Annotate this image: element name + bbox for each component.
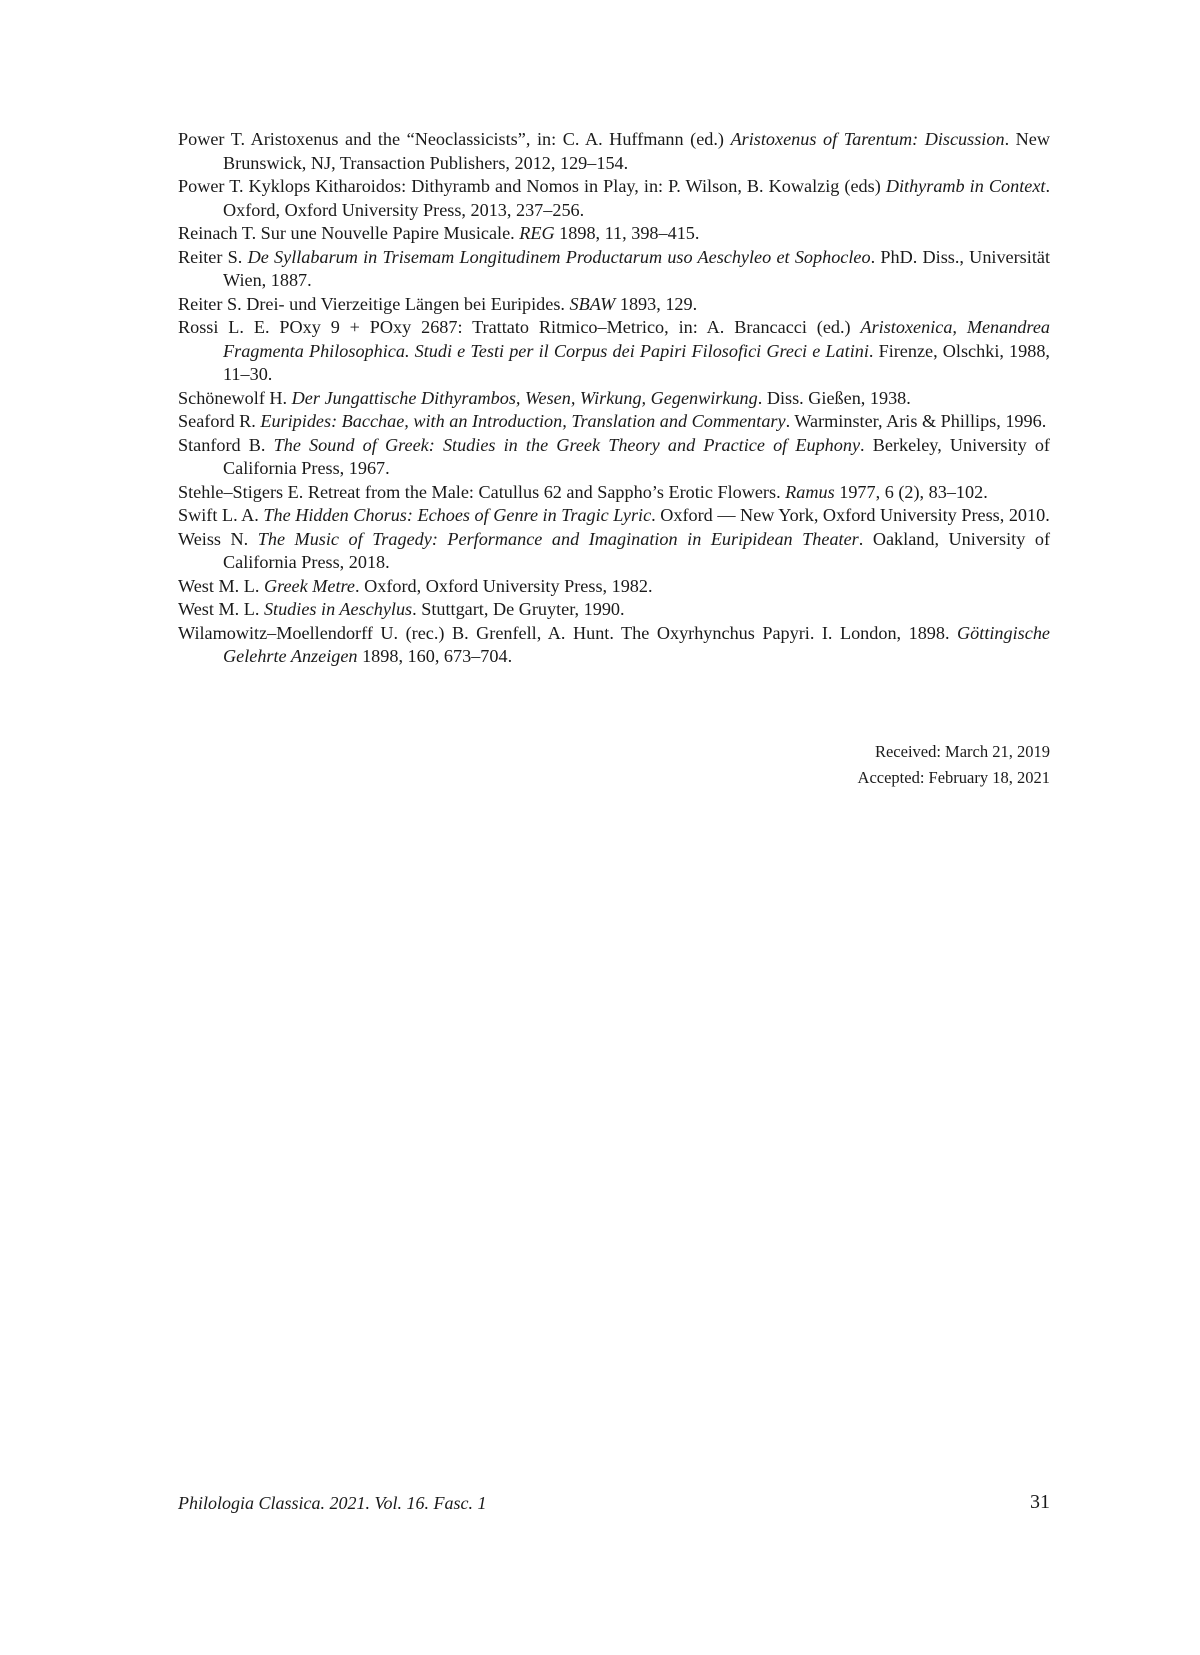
reference-entry <box>178 222 1050 246</box>
reference-text: Reiter S. <box>178 246 248 267</box>
reference-text: . Oxford, Oxford University Press, 1982. <box>355 575 653 596</box>
reference-text: . New Brunswick, NJ, Transaction Publishers, 2012, 129–154. <box>223 129 1051 173</box>
reference-text: . PhD. Diss., Universität Wien, 1887. <box>223 246 1050 290</box>
footer-journal-title: Philologia Classica. 2021. Vol. 16. Fasc. 1 <box>178 1493 487 1513</box>
reference-title: Studies in Aeschylus <box>263 599 413 619</box>
reference-text: Schönewolf H. <box>178 387 292 408</box>
reference-text: Swift L. A. <box>178 505 264 525</box>
reference-title: Dithyramb in Context <box>885 176 1046 196</box>
reference-title: Greek Metre <box>263 575 355 596</box>
reference-text: Wilamowitz–Moellendorff U. (rec.) B. Grenfell, A. Hunt. The Oxyrhynchus Papyri. I. London, 1898. <box>178 622 958 643</box>
reference-title: Der Jungattische Dithyrambos, Wesen, Wirkung, Gegenwirkung <box>291 387 758 408</box>
page-number: 31 <box>1030 1491 1050 1513</box>
received-date: Received: March 21, 2019 <box>874 742 1050 761</box>
reference-entry <box>178 387 1050 411</box>
reference-entry <box>178 316 1050 387</box>
reference-entry <box>178 622 1050 669</box>
reference-text: . Stuttgart, De Gruyter, 1990. <box>412 599 625 619</box>
reference-entry <box>178 481 1050 505</box>
reference-text: . Berkeley, University of California Press, 1967. <box>223 434 1050 478</box>
reference-text: Reiter S. Drei- und Vierzeitige Längen bei Euripides. <box>178 293 570 314</box>
reference-entry <box>178 175 1050 222</box>
submission-dates <box>858 739 1050 791</box>
reference-entry <box>178 434 1050 481</box>
reference-text: . Diss. Gießen, 1938. <box>757 387 911 408</box>
accepted-date: Accepted: February 18, 2021 <box>857 768 1050 787</box>
reference-list <box>178 128 1050 669</box>
reference-text: 1898, 11, 398–415. <box>554 223 700 243</box>
reference-text: Stanford B. <box>178 434 274 455</box>
reference-title: Euripides: Bacchae, with an Introduction, Translation and Commentary <box>260 411 786 431</box>
reference-entry <box>178 410 1050 434</box>
reference-entry <box>178 528 1050 575</box>
reference-text: . Oxford — New York, Oxford University Press, 2010. <box>651 505 1050 525</box>
reference-text: Power T. Kyklops Kitharoidos: Dithyramb and Nomos in Play, in: P. Wilson, B. Kowalzig (eds) <box>178 176 886 196</box>
reference-text: 1977, 6 (2), 83–102. <box>834 481 988 502</box>
reference-text: West M. L. <box>178 599 264 619</box>
reference-entry <box>178 246 1050 293</box>
reference-text: Seaford R. <box>178 411 261 431</box>
reference-title: SBAW <box>569 293 616 314</box>
reference-text: 1898, 160, 673–704. <box>357 646 513 666</box>
reference-text: West M. L. <box>178 575 264 596</box>
reference-entry <box>178 504 1050 528</box>
reference-title: REG <box>519 223 555 243</box>
reference-text: 1893, 129. <box>615 293 698 314</box>
reference-text: Rossi L. E. POxy 9 + POxy 2687: Trattato Ritmico–Metrico, in: A. Brancacci (ed.) <box>178 317 861 337</box>
reference-text: . Firenze, Olschki, 1988, 11–30. <box>223 340 1050 384</box>
reference-title: De Syllabarum in Trisemam Longitudinem Productarum uso Aeschyleo et Sophocleo <box>247 246 871 267</box>
reference-entry <box>178 598 1050 622</box>
reference-title: The Music of Tragedy: Performance and Imagination in Euripidean Theater <box>257 528 859 549</box>
reference-title: Aristoxenus of Tarentum: Discussion <box>730 129 1005 149</box>
reference-title: The Sound of Greek: Studies in the Greek Theory and Practice of Euphony <box>273 434 861 455</box>
reference-entry <box>178 293 1050 317</box>
reference-text: Weiss N. <box>178 528 258 549</box>
reference-text: . Warminster, Aris & Phillips, 1996. <box>785 411 1047 431</box>
reference-text: Reinach T. Sur une Nouvelle Papire Musicale. <box>178 223 520 243</box>
reference-title: Göttingische Gelehrte Anzeigen <box>223 622 1050 666</box>
reference-text: Stehle–Stigers E. Retreat from the Male: Catullus 62 and Sappho’s Erotic Flowers. <box>178 481 786 502</box>
reference-title: The Hidden Chorus: Echoes of Genre in Tragic Lyric <box>263 505 652 525</box>
reference-title: Aristoxenica, Menandrea Fragmenta Philosophica. Studi e Testi per il Corpus dei Papiri Filosofici Greci e Latini <box>223 317 1050 361</box>
reference-entry <box>178 575 1050 599</box>
reference-entry <box>178 128 1050 175</box>
reference-title: Ramus <box>785 481 835 502</box>
reference-text: . Oxford, Oxford University Press, 2013, 237–256. <box>223 176 1050 220</box>
reference-text: . Oakland, University of California Press, 2018. <box>223 528 1050 572</box>
reference-text: Power T. Aristoxenus and the “Neoclassicists”, in: C. A. Huffmann (ed.) <box>178 129 731 149</box>
